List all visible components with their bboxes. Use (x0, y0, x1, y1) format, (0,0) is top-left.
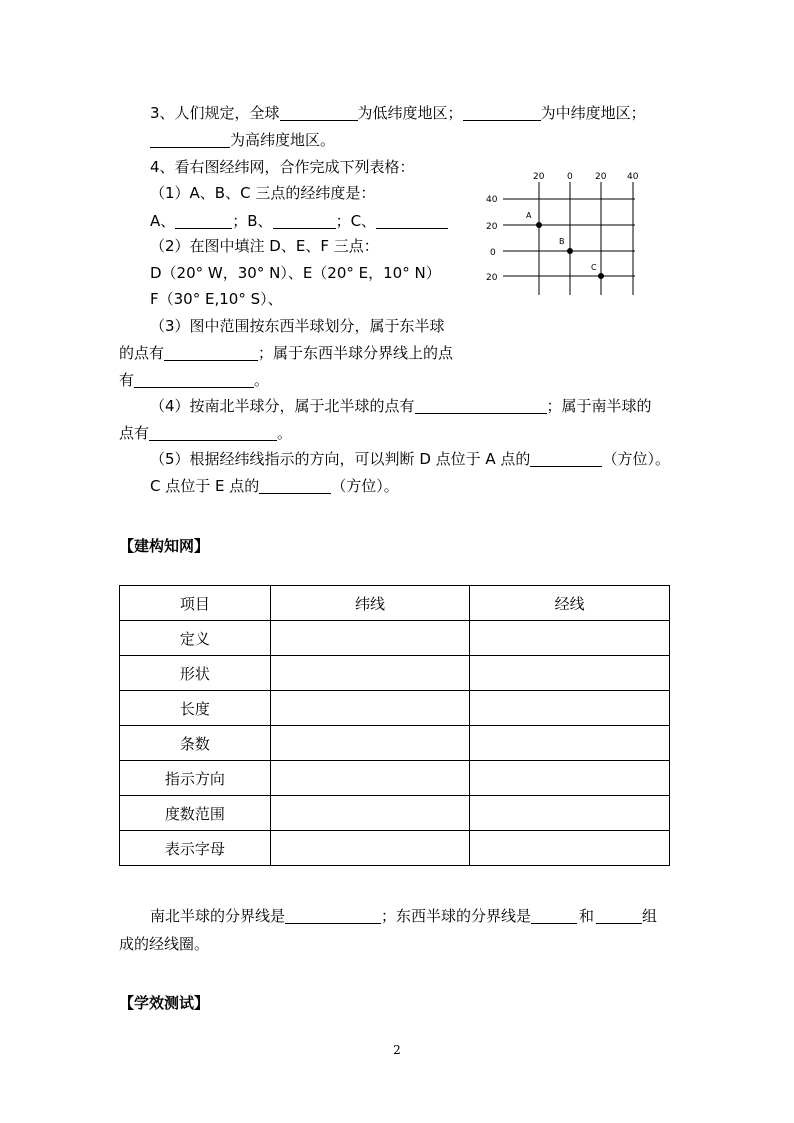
section-heading-test: 【学效测试】 (119, 994, 210, 1012)
header-meridian: 经线 (470, 586, 670, 621)
q3-text-c: 为中纬度地区； (540, 104, 646, 122)
boundary-text-b: ；东西半球的分界线是 (381, 907, 532, 925)
table-cell[interactable] (270, 621, 470, 656)
high-latitude-blank[interactable] (150, 131, 230, 148)
q3-line1 (150, 103, 646, 123)
table-cell[interactable] (270, 691, 470, 726)
q4-part5-text-b: （方位）。 (602, 450, 670, 468)
q4-part4-line1 (150, 396, 652, 416)
page-number: 2 (393, 1043, 401, 1057)
q4-part3-text-c: 有 (119, 371, 135, 389)
table-header-row (120, 586, 670, 621)
row-label: 指示方向 (120, 761, 271, 796)
q3-line2 (150, 130, 335, 150)
q4-part2-line2: F（30° E,10° S）、 (150, 290, 283, 308)
q4-intro: 4、看右图经纬网，合作完成下列表格： (150, 158, 415, 176)
q4-part4-text-a: （4）按南北半球分，属于北半球的点有 (150, 397, 415, 415)
q4-part5-line2 (150, 476, 399, 496)
q4-part4-text-d: 。 (277, 424, 293, 442)
table-cell[interactable] (470, 656, 670, 691)
point-b-marker (567, 248, 573, 254)
left-label-4: 20 (486, 273, 498, 283)
boundary-line1 (150, 906, 657, 926)
q4-part4-text-c: 点有 (119, 424, 150, 442)
point-c-blank[interactable] (376, 212, 448, 229)
boundary-line2: 成的经线圈。 (119, 935, 210, 953)
table-cell[interactable] (470, 831, 670, 866)
table-cell[interactable] (270, 796, 470, 831)
q4-part2: （2）在图中填注 D、E、F 三点： (150, 237, 379, 255)
point-c-label: C (591, 263, 597, 272)
label-a: A、 (150, 212, 176, 230)
top-label-2: 0 (567, 172, 573, 182)
q4-part2-line1: D（20° W，30° N）、E（20° E，10° N） (150, 264, 441, 282)
top-label-3: 20 (595, 172, 607, 182)
q4-part5-text-d: （方位）。 (331, 477, 399, 495)
table-cell[interactable] (270, 761, 470, 796)
comparison-table (119, 585, 670, 866)
boundary-text-d: 组 (642, 907, 658, 925)
table-row (120, 831, 670, 866)
point-a-label: A (526, 211, 532, 220)
left-label-3: 0 (490, 248, 496, 258)
q4-part5-text-a: （5）根据经纬线指示的方向，可以判断 D 点位于 A 点的 (150, 450, 531, 468)
point-a-blank[interactable] (175, 212, 232, 229)
graticule-diagram (480, 170, 650, 300)
q4-part3-line1: （3）图中范围按东西半球划分，属于东半球 (150, 317, 445, 335)
boundary-text-a: 南北半球的分界线是 (150, 907, 286, 925)
row-label: 度数范围 (120, 796, 271, 831)
table-row (120, 761, 670, 796)
left-label-1: 40 (486, 195, 498, 205)
row-label: 形状 (120, 656, 271, 691)
label-c: ；C、 (335, 212, 377, 230)
q4-part1-answers (150, 211, 448, 231)
boundary-text-c: 和 (579, 907, 595, 925)
q4-part4-line2 (119, 423, 292, 443)
table-cell[interactable] (270, 831, 470, 866)
table-cell[interactable] (470, 726, 670, 761)
table-cell[interactable] (270, 726, 470, 761)
direction-d-a-blank[interactable] (530, 450, 602, 467)
ns-boundary-blank[interactable] (285, 907, 381, 924)
q4-part3-line2 (119, 343, 453, 363)
table-cell[interactable] (470, 761, 670, 796)
q3-text-d: 为高纬度地区。 (230, 131, 336, 149)
point-b-label: B (559, 237, 565, 246)
q4-part3-line3 (119, 370, 269, 390)
q4-part5-text-c: C 点位于 E 点的 (150, 477, 260, 495)
table-cell[interactable] (470, 621, 670, 656)
header-item: 项目 (120, 586, 271, 621)
q3-text-a: 3、人们规定，全球 (150, 104, 280, 122)
q4-part1: （1）A、B、C 三点的经纬度是： (150, 184, 376, 202)
table-row (120, 621, 670, 656)
q4-part3-text-a: 的点有 (119, 344, 165, 362)
point-a-marker (536, 222, 542, 228)
table-row (120, 656, 670, 691)
section-heading-knowledge: 【建构知网】 (119, 537, 210, 555)
top-label-1: 20 (533, 172, 545, 182)
point-b-blank[interactable] (273, 212, 336, 229)
row-label: 表示字母 (120, 831, 271, 866)
mid-latitude-blank[interactable] (463, 104, 541, 121)
q3-text-b: 为低纬度地区； (357, 104, 463, 122)
table-cell[interactable] (270, 656, 470, 691)
point-c-marker (598, 273, 604, 279)
table-row (120, 726, 670, 761)
label-b: ；B、 (232, 212, 273, 230)
table-cell[interactable] (470, 796, 670, 831)
low-latitude-blank[interactable] (280, 104, 358, 121)
q4-part3-text-d: 。 (254, 371, 270, 389)
left-label-2: 20 (486, 222, 498, 232)
northern-hemisphere-blank[interactable] (415, 397, 547, 414)
row-label: 长度 (120, 691, 271, 726)
table-cell[interactable] (470, 691, 670, 726)
southern-hemisphere-blank[interactable] (149, 424, 277, 441)
q4-part5-line1 (150, 449, 670, 469)
row-label: 定义 (120, 621, 271, 656)
eastern-hemisphere-blank[interactable] (164, 344, 258, 361)
direction-c-e-blank[interactable] (259, 477, 331, 494)
ew-boundary-blank-2[interactable] (596, 907, 642, 924)
header-parallel: 纬线 (270, 586, 470, 621)
top-label-4: 40 (627, 172, 639, 182)
table-row (120, 691, 670, 726)
q4-part3-text-b: ；属于东西半球分界线上的点 (258, 344, 454, 362)
boundary-points-blank[interactable] (134, 371, 254, 388)
q4-part4-text-b: ；属于南半球的 (546, 397, 652, 415)
table-row (120, 796, 670, 831)
ew-boundary-blank-1[interactable] (531, 907, 577, 924)
row-label: 条数 (120, 726, 271, 761)
